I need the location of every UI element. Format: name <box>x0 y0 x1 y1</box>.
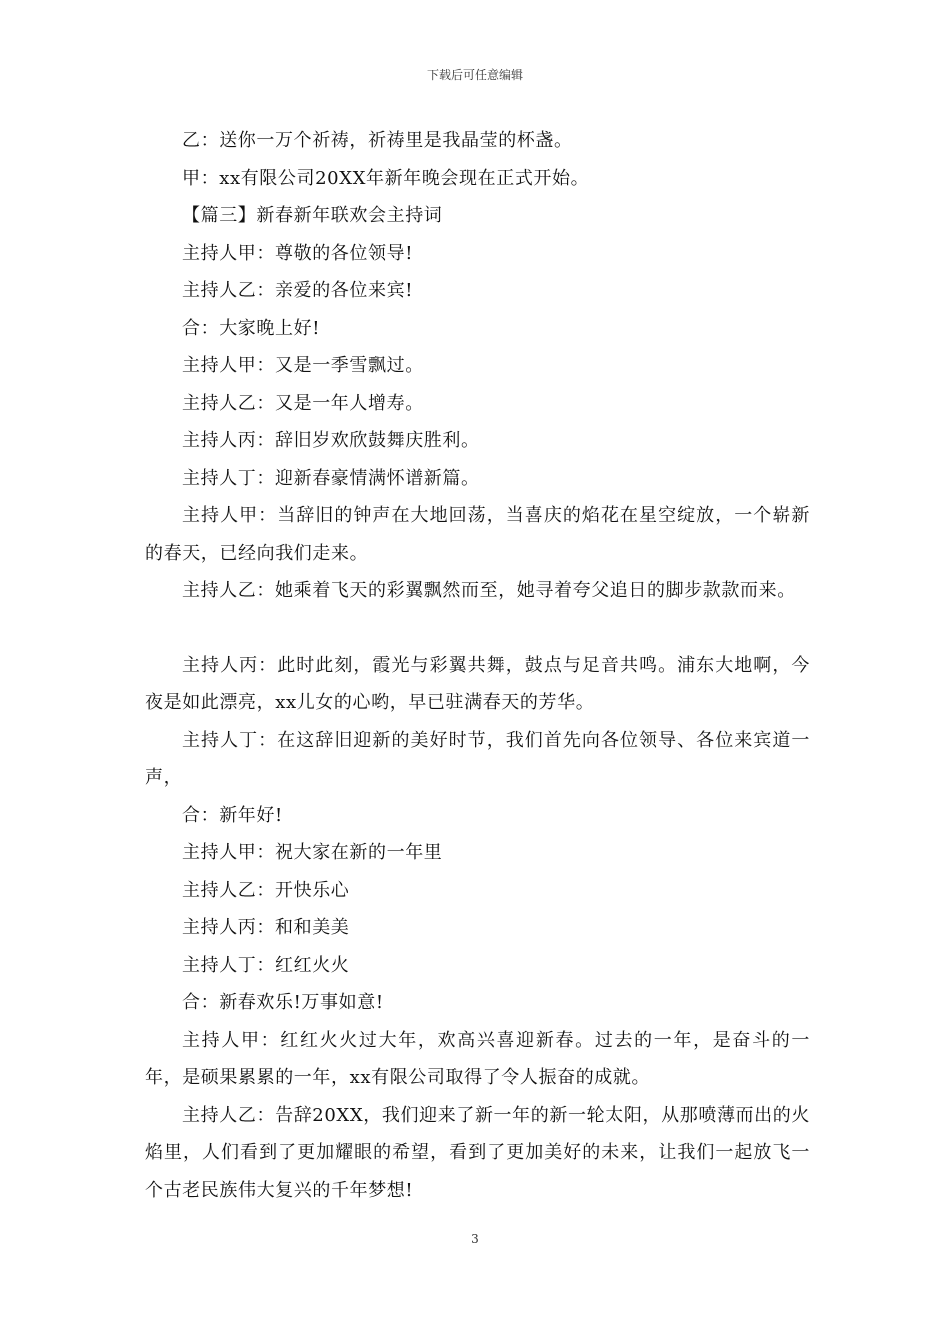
paragraph: 合：新年好! <box>182 804 283 826</box>
document-body <box>145 122 810 1209</box>
paragraph: 甲：xx有限公司20XX年新年晚会现在正式开始。 <box>182 167 590 189</box>
paragraph: 主持人甲：当辞旧的钟声在大地回荡，当喜庆的焰花在星空绽放，一个崭新的春天，已经向我们走来。 <box>145 505 810 564</box>
paragraph: 主持人丁：迎新春豪情满怀谱新篇。 <box>182 467 480 489</box>
paragraph: 主持人甲：尊敬的各位领导! <box>182 242 414 264</box>
paragraph: 主持人丙：和和美美 <box>182 917 350 938</box>
section-heading: 【篇三】新春新年联欢会主持词 <box>182 205 443 226</box>
paragraph: 主持人丁：红红火火 <box>182 954 350 976</box>
paragraph: 主持人乙：她乘着飞天的彩翼飘然而至，她寻着夸父追日的脚步款款而来。 <box>182 580 796 601</box>
page-header: 下载后可任意编辑 <box>426 68 523 82</box>
paragraph: 合：大家晚上好! <box>182 317 321 339</box>
paragraph: 主持人丙：此时此刻，霞光与彩翼共舞，鼓点与足音共鸣。浦东大地啊，今夜是如此漂亮，xx儿女的心哟，早已驻满春天的芳华。 <box>145 654 810 713</box>
paragraph: 主持人丁：在这辞旧迎新的美好时节，我们首先向各位领导、各位来宾道一声， <box>145 729 810 788</box>
blank-line <box>145 610 810 647</box>
paragraph: 主持人甲：祝大家在新的一年里 <box>182 842 443 863</box>
paragraph: 主持人乙：告辞20XX，我们迎来了新一年的新一轮太阳，从那喷薄而出的火焰里，人们看到了更加耀眼的希望，看到了更加美好的未来，让我们一起放飞一个古老民族伟大复兴的千年梦想! <box>145 1104 810 1201</box>
page-number: 3 <box>471 1232 479 1246</box>
paragraph: 主持人丙：辞旧岁欢欣鼓舞庆胜利。 <box>182 430 480 451</box>
paragraph: 乙：送你一万个祈祷，祈祷里是我晶莹的杯盏。 <box>182 130 573 151</box>
paragraph: 主持人乙：又是一年人增寿。 <box>182 392 424 414</box>
paragraph: 主持人乙：开快乐心 <box>182 879 350 901</box>
paragraph: 主持人甲：又是一季雪飘过。 <box>182 355 424 376</box>
paragraph: 合：新春欢乐!万事如意! <box>182 992 384 1013</box>
paragraph: 主持人甲：红红火火过大年，欢高兴喜迎新春。过去的一年，是奋斗的一年，是硕果累累的一年，xx有限公司取得了令人振奋的成就。 <box>145 1029 810 1088</box>
paragraph: 主持人乙：亲爱的各位来宾! <box>182 280 414 301</box>
